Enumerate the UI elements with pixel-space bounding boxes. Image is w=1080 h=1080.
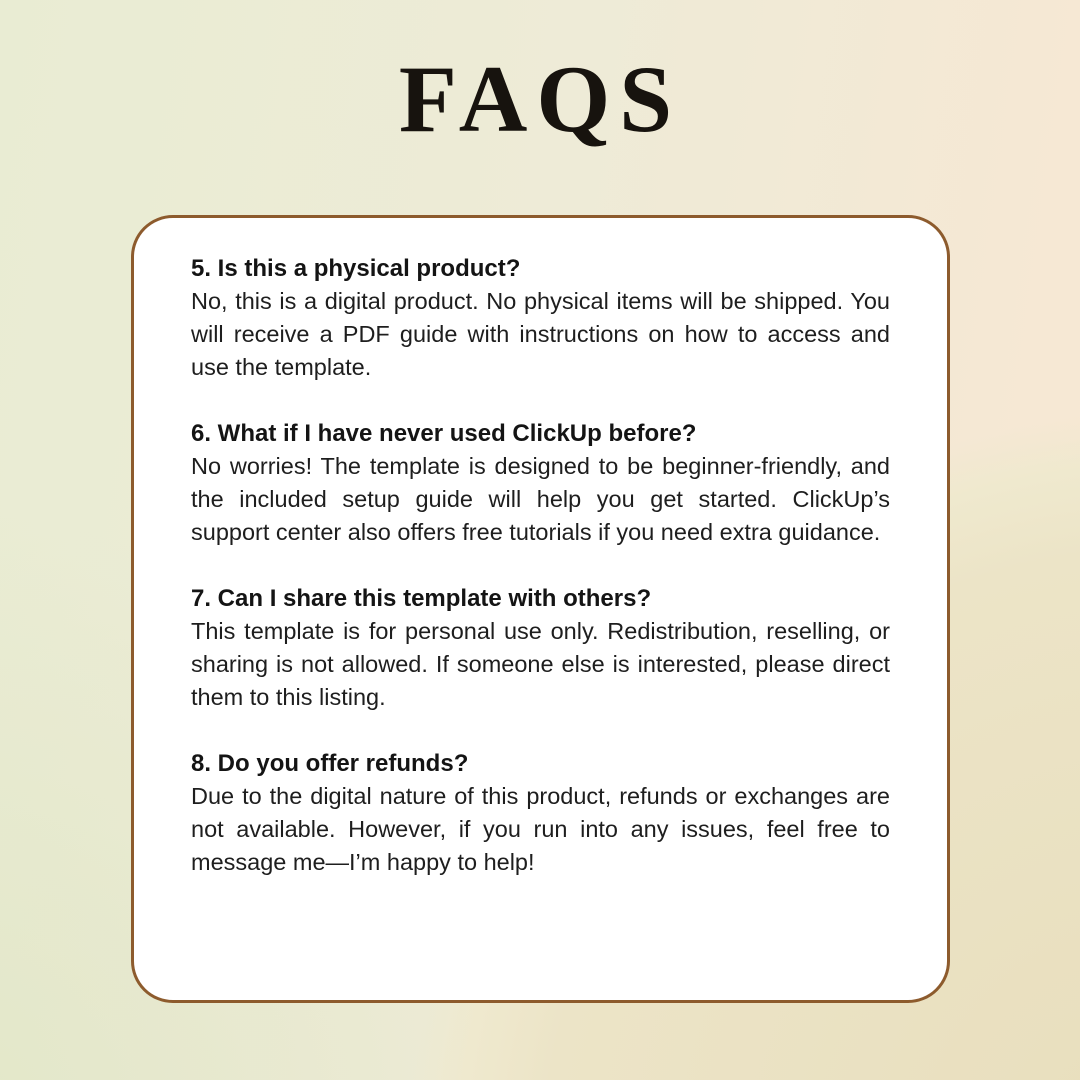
faq-item [191, 747, 890, 879]
faq-question: 5. Is this a physical product? [191, 255, 521, 282]
faq-answer: No, this is a digital product. No physical items will be shipped. You will receive a PDF guide with instructions on how to access and use the template. [191, 288, 890, 380]
faq-answer: No worries! The template is designed to be beginner-friendly, and the included setup guide will help you get started. ClickUp’s support center also offers free tutorials if you need extra guidance. [191, 453, 890, 545]
faq-question: 6. What if I have never used ClickUp before? [191, 420, 697, 447]
faq-question: 8. Do you offer refunds? [191, 750, 469, 777]
faq-card [131, 215, 950, 1003]
faq-item [191, 582, 890, 714]
faq-answer: Due to the digital nature of this product, refunds or exchanges are not available. However, if you run into any issues, feel free to message me—I’m happy to help! [191, 783, 890, 875]
faq-item [191, 252, 890, 384]
faq-item [191, 417, 890, 549]
faq-answer: This template is for personal use only. Redistribution, reselling, or sharing is not allowed. If someone else is interested, please direct them to this listing. [191, 618, 890, 710]
faq-question: 7. Can I share this template with others? [191, 585, 652, 612]
page-title: FAQS [398, 46, 682, 152]
